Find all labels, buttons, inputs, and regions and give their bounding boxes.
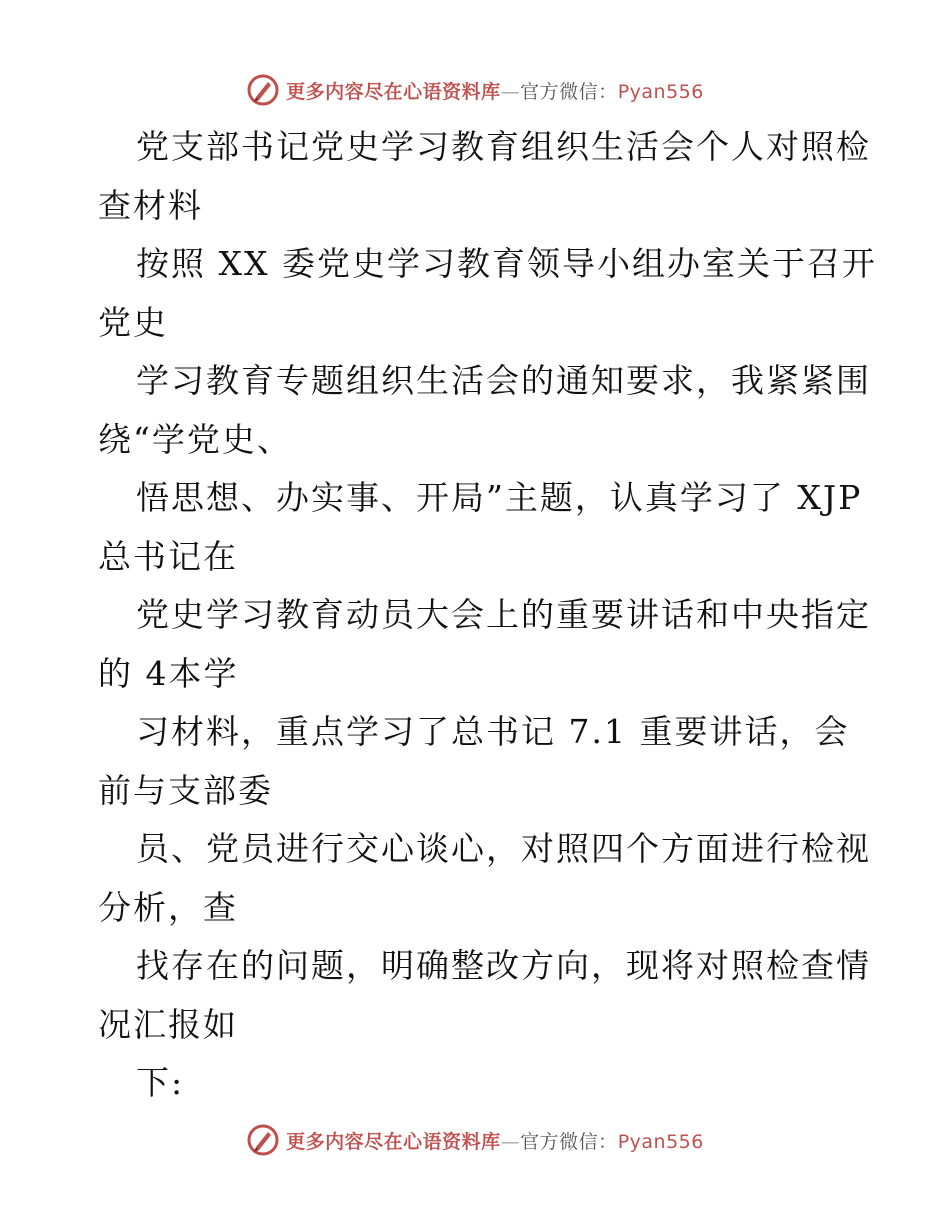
- pen-logo-icon: [246, 1123, 280, 1157]
- document-line: 党支部书记党史学习教育组织生活会个人对照检: [136, 127, 871, 166]
- document-line: 悟思想、办实事、开局”主题，认真学习了 XJP: [136, 478, 863, 517]
- document-line: 党史学习教育动员大会上的重要讲话和中央指定: [136, 595, 871, 634]
- document-line: 学习教育专题组织生活会的通知要求，我紧紧围: [136, 361, 871, 400]
- document-line: 绕“学党史、: [98, 419, 292, 459]
- document-line: 按照 XX 委党史学习教育领导小组办室关于召开: [136, 244, 877, 283]
- footer-brand: 更多内容尽在心语资料库: [286, 1130, 501, 1153]
- document-line: 况汇报如: [98, 1004, 238, 1044]
- document-line: 党史: [98, 302, 168, 342]
- document-line: 找存在的问题，明确整改方向，现将对照检查情: [136, 946, 871, 985]
- document-line: 下:: [136, 1063, 185, 1102]
- document-line: 总书记在: [98, 536, 238, 576]
- footer-banner-text: [286, 1127, 704, 1154]
- document-line: 前与支部委: [98, 770, 273, 810]
- document-line: 查材料: [98, 185, 203, 225]
- pen-logo-icon: [246, 73, 280, 107]
- document-body: [98, 118, 877, 1113]
- document-line: 员、党员进行交心谈心，对照四个方面进行检视: [136, 829, 871, 868]
- header-brand: 更多内容尽在心语资料库: [286, 80, 501, 103]
- header-banner: [0, 70, 950, 110]
- document-line: 习材料，重点学习了总书记 7.1 重要讲话，会: [136, 712, 850, 751]
- header-contact-label: 官方微信：: [520, 80, 618, 103]
- footer-handle: Pyan556: [617, 1130, 704, 1153]
- header-handle: Pyan556: [617, 80, 704, 103]
- footer-contact-label: 官方微信：: [520, 1130, 618, 1153]
- footer-banner: [0, 1120, 950, 1160]
- header-banner-text: [286, 77, 704, 104]
- document-line: 分析，查: [98, 887, 238, 927]
- document-line: 的 4本学: [98, 653, 239, 693]
- footer-separator: —: [500, 1130, 521, 1153]
- header-separator: —: [500, 80, 521, 103]
